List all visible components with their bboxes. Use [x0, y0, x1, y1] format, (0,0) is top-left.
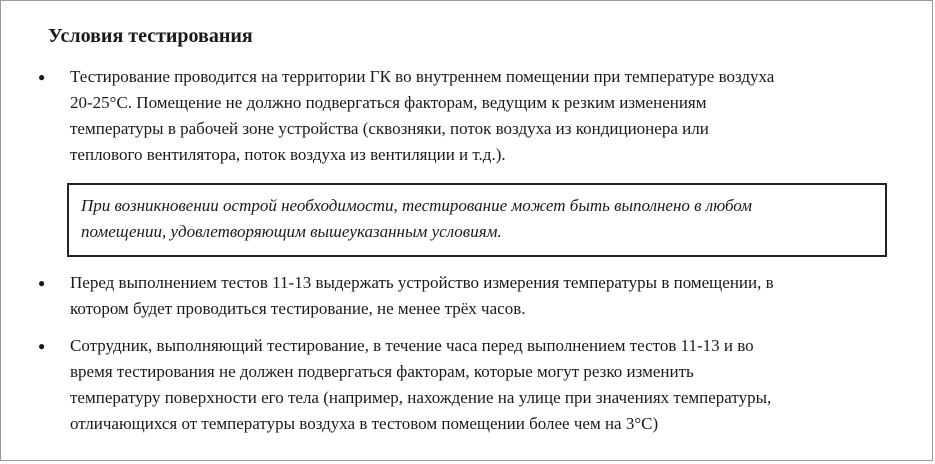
note-box	[67, 183, 887, 257]
section-title: Условия тестирования	[48, 25, 253, 47]
paragraph-line: время тестирования не должен подвергаться факторам, которые могут резко изменить	[70, 362, 694, 381]
bullet-icon: ●	[38, 70, 46, 84]
paragraph-line: котором будет проводиться тестирование, не менее трёх часов.	[70, 299, 526, 318]
note-line: помещении, удовлетворяющим вышеуказанным условиям.	[81, 222, 502, 241]
paragraph-acclimation	[70, 270, 900, 322]
bullet-icon: ●	[38, 339, 46, 353]
paragraph-line: Сотрудник, выполняющий тестирование, в течение часа перед выполнением тестов 11-13 и во	[70, 336, 754, 355]
paragraph-line: отличающихся от температуры воздуха в тестовом помещении более чем на 3°С)	[70, 414, 659, 433]
paragraph-line: теплового вентилятора, поток воздуха из вентиляции и т.д.).	[70, 145, 506, 164]
paragraph-line: температуру поверхности его тела (например, нахождение на улице при значениях температуры,	[70, 388, 772, 407]
paragraph-line: температуры в рабочей зоне устройства (сквозняки, поток воздуха из кондиционера или	[70, 119, 709, 138]
paragraph-employee	[70, 333, 900, 437]
paragraph-conditions	[70, 64, 900, 168]
paragraph-line: Перед выполнением тестов 11-13 выдержать устройство измерения температуры в помещении, в	[70, 273, 774, 292]
bullet-icon: ●	[38, 276, 46, 290]
paragraph-line: Тестирование проводится на территории ГК во внутреннем помещении при температуре воздуха	[70, 67, 775, 86]
paragraph-line: 20-25°С. Помещение не должно подвергаться факторам, ведущим к резким изменениям	[70, 93, 707, 112]
note-line: При возникновении острой необходимости, тестирование может быть выполнено в любом	[81, 196, 752, 215]
